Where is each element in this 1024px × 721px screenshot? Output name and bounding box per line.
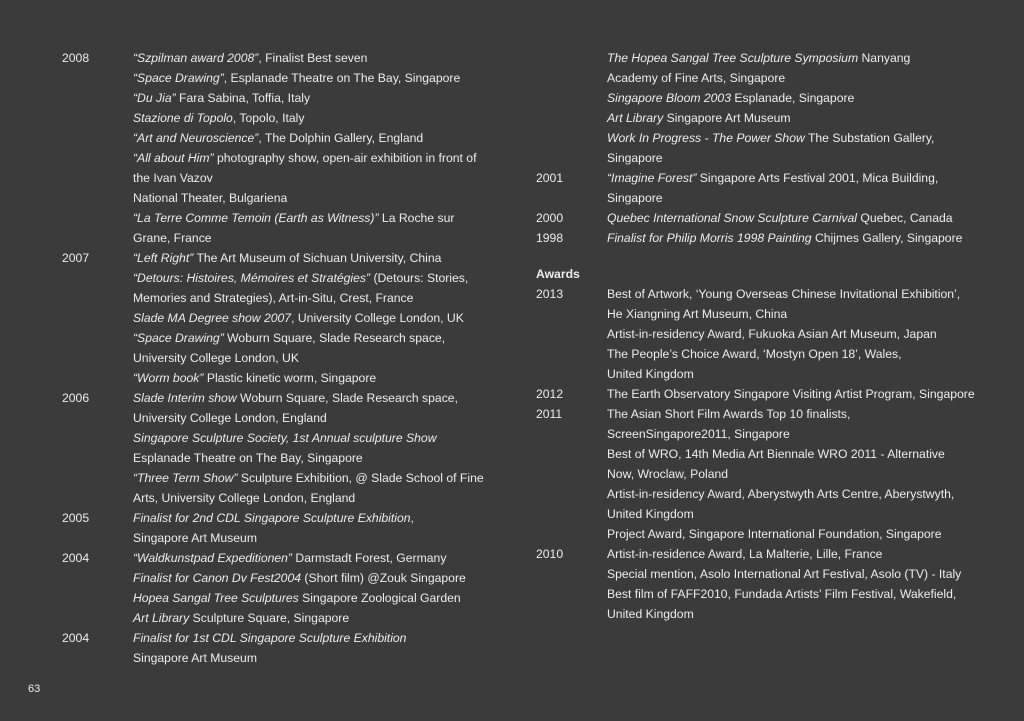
entry-title-text: The Hopea Sangal Tree Sculpture Symposium <box>607 51 859 65</box>
entry-detail-text: Singapore <box>607 151 663 165</box>
entry-title-text: “Worm book” <box>133 371 204 385</box>
entry-line <box>133 408 512 428</box>
entry-line <box>607 424 996 444</box>
entry-line <box>607 324 996 344</box>
entry-year: 2008 <box>62 51 90 65</box>
entry-line <box>133 428 512 448</box>
entry-line <box>607 484 996 504</box>
awards-heading: Awards <box>536 267 580 281</box>
entry-detail-text: Fara Sabina, Toffia, Italy <box>175 91 311 105</box>
awards-list <box>536 284 996 624</box>
entry-detail-text: Best of WRO, 14th Media Art Biennale WRO 2011 - Alternative <box>607 447 945 461</box>
entry-line <box>133 208 512 228</box>
cv-entry <box>536 544 996 624</box>
entry-detail-text: University College London, England <box>133 411 327 425</box>
entry-line <box>133 288 512 308</box>
entry-detail-text: Woburn Square, Slade Research space, <box>236 391 458 405</box>
entry-title-text: “Three Term Show” <box>133 471 238 485</box>
entry-body <box>607 208 996 228</box>
entry-line <box>607 344 996 364</box>
entry-line <box>133 48 512 68</box>
entry-title-text: “Space Drawing” <box>133 331 224 345</box>
entry-detail-text: Special mention, Asolo International Art Festival, Asolo (TV) - Italy <box>607 567 962 581</box>
entry-title-text: “Szpilman award 2008” <box>133 51 259 65</box>
entry-title-text: Stazione di Topolo <box>133 111 233 125</box>
entry-detail-text: Best film of FAFF2010, Fundada Artists’ Film Festival, Wakefield, <box>607 587 957 601</box>
entry-line <box>607 404 996 424</box>
entry-year: 2005 <box>62 511 90 525</box>
entry-year: 2004 <box>62 631 90 645</box>
entry-line <box>133 268 512 288</box>
entry-line <box>607 384 996 404</box>
entry-line <box>607 128 996 148</box>
entry-line <box>133 148 512 168</box>
entry-detail-text: Singapore Art Museum <box>133 651 257 665</box>
entry-detail-text: Academy of Fine Arts, Singapore <box>607 71 786 85</box>
entry-line <box>607 68 996 88</box>
entry-body <box>133 628 512 668</box>
entry-title-text: Finalist for Philip Morris 1998 Painting <box>607 231 812 245</box>
entry-year: 1998 <box>536 231 564 245</box>
entry-line <box>133 388 512 408</box>
entry-line <box>133 168 512 188</box>
entry-title-text: Hopea Sangal Tree Sculptures <box>133 591 299 605</box>
entry-title-text: Singapore Sculpture Society, 1st Annual sculpture Show <box>133 431 437 445</box>
entry-line <box>607 584 996 604</box>
entry-detail-text: Nanyang <box>858 51 911 65</box>
entry-line <box>607 88 996 108</box>
entry-line <box>133 468 512 488</box>
cv-entry <box>62 388 512 508</box>
entry-title-text: “All about Him” <box>133 151 214 165</box>
entry-detail-text: , Topolo, Italy <box>232 111 305 125</box>
entry-line <box>133 508 512 528</box>
entry-detail-text: Singapore Art Museum <box>663 111 791 125</box>
entry-body <box>133 388 512 508</box>
cv-entry <box>536 284 996 384</box>
entry-detail-text: Plastic kinetic worm, Singapore <box>203 371 377 385</box>
entry-line <box>133 88 512 108</box>
entry-title-text: “Waldkunstpad Expeditionen” <box>133 551 292 565</box>
entry-line <box>133 108 512 128</box>
entry-line <box>607 188 996 208</box>
entry-detail-text: Arts, University College London, England <box>133 491 356 505</box>
entry-year <box>536 48 607 168</box>
entry-title-text: “Space Drawing” <box>133 71 224 85</box>
entry-year: 2010 <box>536 547 564 561</box>
entry-line <box>607 228 996 248</box>
entry-body <box>607 48 996 168</box>
cv-entry <box>536 168 996 208</box>
entry-detail-text: National Theater, Bulgariena <box>133 191 288 205</box>
entry-detail-text: The Asian Short Film Awards Top 10 finalists, <box>607 407 851 421</box>
page-number: 63 <box>28 683 41 695</box>
entry-detail-text: Singapore Zoological Garden <box>298 591 461 605</box>
entry-year: 2013 <box>536 287 564 301</box>
entry-line <box>133 448 512 468</box>
entry-detail-text: Artist-in-residency Award, Fukuoka Asian Art Museum, Japan <box>607 327 937 341</box>
entry-body <box>133 548 512 628</box>
entry-line <box>607 464 996 484</box>
entry-detail-text: Chijmes Gallery, Singapore <box>811 231 963 245</box>
entry-line <box>607 208 996 228</box>
entry-title-text: “Art and Neuroscience” <box>133 131 259 145</box>
entry-body <box>133 48 512 248</box>
entry-detail-text: , University College London, UK <box>291 311 464 325</box>
entry-line <box>133 368 512 388</box>
entry-detail-text: Esplanade Theatre on The Bay, Singapore <box>133 451 363 465</box>
entry-line <box>607 284 996 304</box>
entry-body <box>607 544 996 624</box>
entry-detail-text: United Kingdom <box>607 607 694 621</box>
entry-title-text: “Imagine Forest” <box>607 171 697 185</box>
entry-year: 2004 <box>62 551 90 565</box>
entry-year: 2000 <box>536 211 564 225</box>
entry-line <box>607 444 996 464</box>
entry-detail-text: Sculpture Square, Singapore <box>189 611 350 625</box>
entry-title-text: Art Library <box>607 111 664 125</box>
entry-title-text: Singapore Bloom 2003 <box>607 91 731 105</box>
entry-detail-text: La Roche sur <box>378 211 455 225</box>
entry-line <box>133 128 512 148</box>
entry-detail-text: (Detours: Stories, <box>370 271 469 285</box>
entry-line <box>607 148 996 168</box>
cv-entry <box>536 228 996 248</box>
cv-entry <box>62 548 512 628</box>
entry-line <box>133 188 512 208</box>
entry-title-text: “Du Jia” <box>133 91 176 105</box>
entry-title-text: “La Terre Comme Temoin (Earth as Witness)” <box>133 211 379 225</box>
entry-line <box>607 564 996 584</box>
entry-detail-text: The Art Museum of Sichuan University, China <box>193 251 442 265</box>
entry-line <box>607 48 996 68</box>
entry-line <box>607 168 996 188</box>
entry-detail-text: Singapore Art Museum <box>133 531 257 545</box>
entry-line <box>133 648 512 668</box>
cv-entry <box>536 384 996 404</box>
entry-year: 2001 <box>536 171 564 185</box>
entry-title-text: Slade MA Degree show 2007 <box>133 311 292 325</box>
entry-title-text: “Detours: Histoires, Mémoires et Stratégies” <box>133 271 371 285</box>
entry-title-text: Finalist for 2nd CDL Singapore Sculpture Exhibition <box>133 511 411 525</box>
cv-entry <box>536 48 996 168</box>
entry-line <box>133 348 512 368</box>
entry-line <box>133 308 512 328</box>
entry-detail-text: Singapore <box>607 191 663 205</box>
entry-detail-text: The People’s Choice Award, ‘Mostyn Open 18’, Wales, <box>607 347 902 361</box>
entry-detail-text: United Kingdom <box>607 507 694 521</box>
entry-detail-text: The Earth Observatory Singapore Visiting Artist Program, Singapore <box>607 387 975 401</box>
entry-detail-text: photography show, open-air exhibition in front of <box>213 151 477 165</box>
entry-detail-text: , Finalist Best seven <box>258 51 368 65</box>
entry-detail-text: He Xiangning Art Museum, China <box>607 307 788 321</box>
entry-title-text: “Left Right” <box>133 251 194 265</box>
entry-line <box>607 304 996 324</box>
entry-body <box>133 248 512 388</box>
entry-detail-text: Woburn Square, Slade Research space, <box>223 331 446 345</box>
entry-detail-text: Quebec, Canada <box>857 211 953 225</box>
entry-detail-text: Sculpture Exhibition, @ Slade School of Fine <box>237 471 484 485</box>
entry-line <box>607 364 996 384</box>
entry-body <box>607 384 996 404</box>
entry-detail-text: Artist-in-residence Award, La Malterie, Lille, France <box>607 547 883 561</box>
entry-body <box>607 228 996 248</box>
entry-detail-text: Memories and Strategies), Art-in-Situ, Crest, France <box>133 291 414 305</box>
entry-detail-text: Darmstadt Forest, Germany <box>292 551 447 565</box>
exhibitions-continued <box>536 48 996 248</box>
entry-line <box>133 588 512 608</box>
entry-year: 2012 <box>536 387 564 401</box>
entry-line <box>133 488 512 508</box>
entry-detail-text: Artist-in-residency Award, Aberystwyth Arts Centre, Aberystwyth, <box>607 487 955 501</box>
entry-line <box>607 604 996 624</box>
cv-entry <box>536 208 996 228</box>
entry-title-text: Work In Progress - The Power Show <box>607 131 805 145</box>
entry-detail-text: (Short film) @Zouk Singapore <box>301 571 466 585</box>
entry-body <box>607 168 996 208</box>
entry-line <box>607 544 996 564</box>
entry-year: 2007 <box>62 251 90 265</box>
entry-detail-text: , The Dolphin Gallery, England <box>258 131 424 145</box>
entry-detail-text: Project Award, Singapore International Foundation, Singapore <box>607 527 942 541</box>
cv-entry <box>62 628 512 668</box>
entry-title-text: Finalist for 1st CDL Singapore Sculpture Exhibition <box>133 631 407 645</box>
entry-detail-text: , <box>410 511 414 525</box>
cv-entry <box>62 248 512 388</box>
cv-entry <box>62 48 512 248</box>
entry-detail-text: United Kingdom <box>607 367 694 381</box>
entry-line <box>133 328 512 348</box>
entry-year: 2006 <box>62 391 90 405</box>
entry-detail-text: Singapore Arts Festival 2001, Mica Building, <box>696 171 939 185</box>
entry-detail-text: Grane, France <box>133 231 212 245</box>
entry-detail-text: The Substation Gallery, <box>804 131 935 145</box>
entry-line <box>133 568 512 588</box>
entry-title-text: Art Library <box>133 611 190 625</box>
entry-line <box>607 524 996 544</box>
cv-entry <box>62 508 512 548</box>
entry-detail-text: Best of Artwork, ‘Young Overseas Chinese Invitational Exhibition’, <box>607 287 961 301</box>
entry-detail-text: ScreenSingapore2011, Singapore <box>607 427 790 441</box>
entry-year: 2011 <box>536 407 563 421</box>
entry-detail-text: Now, Wroclaw, Poland <box>607 467 729 481</box>
entry-line <box>133 528 512 548</box>
entry-line <box>133 68 512 88</box>
cv-entry <box>536 404 996 544</box>
entry-detail-text: University College London, UK <box>133 351 299 365</box>
entry-line <box>133 228 512 248</box>
entry-line <box>607 504 996 524</box>
entry-body <box>133 508 512 548</box>
entry-detail-text: the Ivan Vazov <box>133 171 213 185</box>
entry-title-text: Finalist for Canon Dv Fest2004 <box>133 571 301 585</box>
entry-line <box>133 248 512 268</box>
entry-detail-text: Esplanade, Singapore <box>731 91 855 105</box>
entry-title-text: Slade Interim show <box>133 391 237 405</box>
entry-line <box>607 108 996 128</box>
entry-line <box>133 548 512 568</box>
exhibitions-column-left <box>62 48 512 668</box>
entry-line <box>133 608 512 628</box>
entry-body <box>607 284 996 384</box>
entry-detail-text: , Esplanade Theatre on The Bay, Singapore <box>223 71 461 85</box>
entry-line <box>133 628 512 648</box>
entry-title-text: Quebec International Snow Sculpture Carnival <box>607 211 857 225</box>
entry-body <box>607 404 996 544</box>
exhibitions-column-right <box>536 48 996 624</box>
